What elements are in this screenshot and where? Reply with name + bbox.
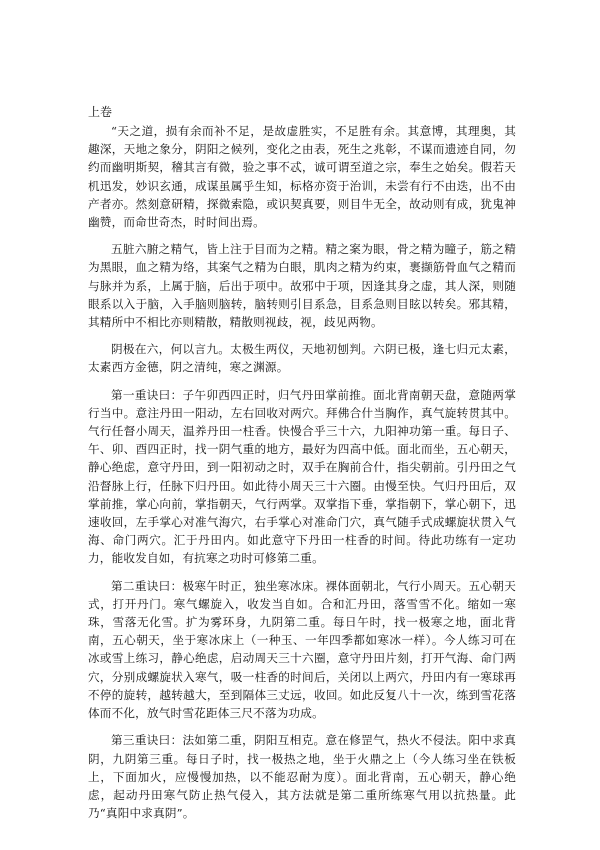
section-title: 上卷 <box>88 105 113 119</box>
paragraph-eye-essence: 五脏六腑之精气，皆上注于目而为之精。精之案为眼，骨之精为瞳子，筋之精为黑眼，血之精为络，其案气之精为白眼，肌肉之精为约束，裹撷筋骨血气之精而与脉并为系，上属于脑，后出于项中。故邪中于项，因逢其身之虚，其人深，则随眼系以入于脑，入手脑则脑转，脑转则引目系急，目系急则目眩以转矣。邪其精，其精所中不相比亦则精散，精散则视歧，视，歧见两物。 <box>88 242 516 330</box>
paragraph-intro: “天之道，损有余而补不足，是故虚胜实，不足胜有余。其意博，其理奥，其趣深，天地之象分，阴阳之候列，变化之由表，死生之兆彰，不谋而遗迹自同，勿约而幽明斯契，稽其言有微，验之事不忒，诚可谓至道之宗，奉生之始矣。假若天机迅发，妙识玄通，成谋虽属乎生知，标格亦资于治训，未尝有行不由迭，出不由产者亦。然刻意研精，探微索隐，或识契真要，则目牛无全，故动则有成，犹鬼神幽赞，而命世奇杰，时时间出焉。 <box>88 124 516 230</box>
paragraph-yin-extreme: 阴极在六，何以言九。太极生两仪，天地初刨判。六阴已极，逢七归元太素，太素西方金德，阴之清纯，寒之渊源。 <box>88 342 516 375</box>
document-page <box>88 104 516 831</box>
paragraph-third-stage: 第三重诀曰：法如第二重，阴阳互相克。意在修罡气，热火不侵法。阳中求真阴，九阴第三重。每日子时，找一极热之地，坐于火鼎之上（今人练习坐在铁板上，下面加火，应慢慢加热，以不能忍耐为度）。面北背南，五心朝天，静心绝虑，起动丹田寒气防止热气侵入，其方法就是第二重所练寒气用以抗热量。此乃“真阳中求真阴”。 <box>88 733 516 821</box>
paragraph-first-stage: 第一重诀曰：子午卯西四正时，归气丹田掌前推。面北背南朝天盘，意随两掌行当中。意注丹田一阳动，左右回收对两穴。拜佛合什当胸作，真气旋转贯其中。气行任督小周天，温养丹田一柱香。快慢合乎三十六，九阳神功第一重。每日子、午、卯、酉四正时，找一阴气重的地方，最好为四高中低。面北而坐，五心朝天，静心绝虑，意守丹田，到一阳初动之时，双手在胸前合什，指尖朝前。引丹田之气沿督脉上行，任脉下归丹田。如此待小周天三十六圈。由慢至快。气归丹田后，双掌前推，掌心向前，掌指朝天，气行两掌。双掌指下垂，掌指朝下，掌心朝下，迅速收回，左手掌心对准气海穴，右手掌心对准命门穴，真气随手式成螺旋状贯入气海、命门两穴。汇于丹田内。如此意守下丹田一柱香的时间。待此功练有一定功力，能收发自如，有抗寒之功时可修第二重。 <box>88 387 516 566</box>
paragraph-second-stage: 第二重诀曰：极寒午时正，独坐寒冰床。裸体面朝北，气行小周天。五心朝天式，打开丹门。寒气螺旋入，收发当自如。合和汇丹田，落雪雪不化。缩如一寒珠，雪落无化雪。扩为雾环身，九阴第二重。每日午时，找一极寒之地，面北背南，五心朝天，坐于寒冰床上（一种玉、一年四季都如寒冰一样）。今人练习可在冰或雪上练习，静心绝虑，启动周天三十六圈，意守丹田片刻，打开气海、命门两穴，分别成螺旋状入寒气，吸一柱香的时间后，关闭以上两穴，丹田内有一寒球再不停的旋转，越转越大，至到隔体三丈远，收回。如此反复八十一次，练到雪花落体而不化，放气时雪花距体三尺不落为功成。 <box>88 578 516 721</box>
